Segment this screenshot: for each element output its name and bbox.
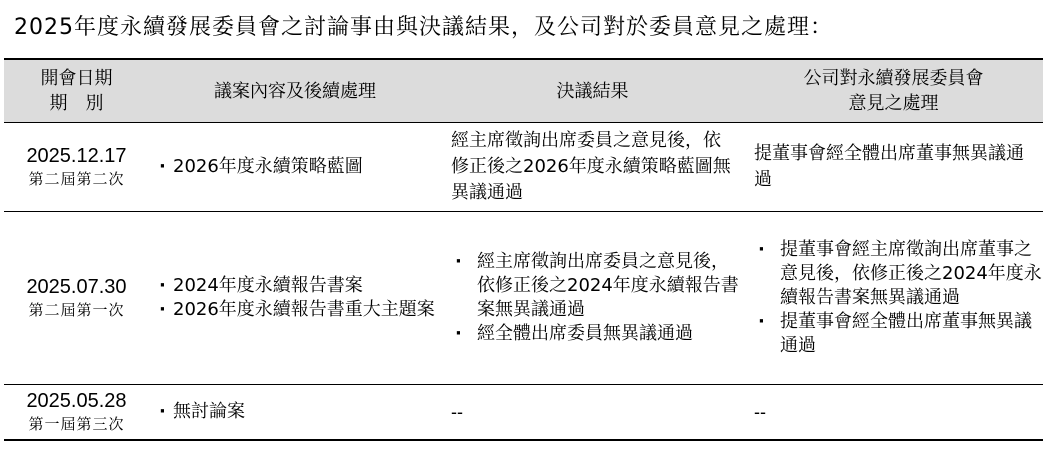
meeting-session: 第二屆第一次	[28, 301, 125, 319]
header-content: 議案內容及後續處理	[149, 59, 441, 123]
resolution-text: 經主席徵詢出席委員之意見後，依修正後之2026年度永續策略藍圖無異議通過	[451, 130, 731, 203]
company-response-cell	[744, 385, 1043, 441]
resolution-item: · 經全體出席委員無異議通過	[451, 322, 744, 346]
meeting-session: 第二屆第二次	[28, 170, 125, 188]
meeting-date: 2025.07.30	[26, 276, 127, 298]
company-response-cell	[744, 212, 1043, 385]
company-response-item: · 提董事會經主席徵詢出席董事之意見後，依修正後之2024年度永續報告書案無異議通過	[754, 238, 1043, 310]
resolution-text: --	[451, 402, 463, 422]
agenda-cell	[149, 212, 441, 385]
agenda-item: · 2024年度永續報告書案	[159, 274, 441, 298]
header-date	[4, 59, 149, 123]
meeting-date-cell	[4, 385, 149, 441]
agenda-cell	[149, 385, 441, 441]
header-company-line1: 公司對永續發展委員會	[803, 68, 984, 89]
table-header-row	[4, 59, 1043, 123]
resolution-cell	[441, 212, 744, 385]
header-company	[744, 59, 1043, 123]
table-row	[4, 123, 1043, 212]
header-resolution: 決議結果	[441, 59, 744, 123]
meeting-date: 2025.05.28	[26, 390, 127, 412]
page-title: 2025年度永續發展委員會之討論事由與決議結果，及公司對於委員意見之處理：	[14, 15, 833, 40]
meeting-date-cell	[4, 212, 149, 385]
header-date-line1: 開會日期	[40, 68, 113, 89]
table-row	[4, 385, 1043, 441]
company-response-text: 提董事會經全體出席董事無異議通過	[754, 143, 1024, 190]
company-response-cell	[744, 123, 1043, 212]
company-response-text: --	[754, 402, 766, 422]
agenda-cell	[149, 123, 441, 212]
meeting-date-cell	[4, 123, 149, 212]
resolution-table	[4, 58, 1043, 441]
table-row	[4, 212, 1043, 385]
header-date-line2: 期 別	[49, 93, 104, 114]
resolution-cell	[441, 123, 744, 212]
agenda-item: · 2026年度永續策略藍圖	[159, 155, 441, 179]
agenda-item: · 無討論案	[159, 400, 441, 424]
resolution-item: · 經主席徵詢出席委員之意見後，依修正後之2024年度永續報告書案無異議通過	[451, 250, 744, 322]
company-response-item: · 提董事會經全體出席董事無異議通過	[754, 310, 1043, 358]
agenda-item: · 2026年度永續報告書重大主題案	[159, 298, 441, 322]
resolution-cell	[441, 385, 744, 441]
meeting-session: 第一屆第三次	[28, 415, 125, 433]
header-company-line2: 意見之處理	[848, 93, 939, 114]
meeting-date: 2025.12.17	[26, 145, 127, 167]
